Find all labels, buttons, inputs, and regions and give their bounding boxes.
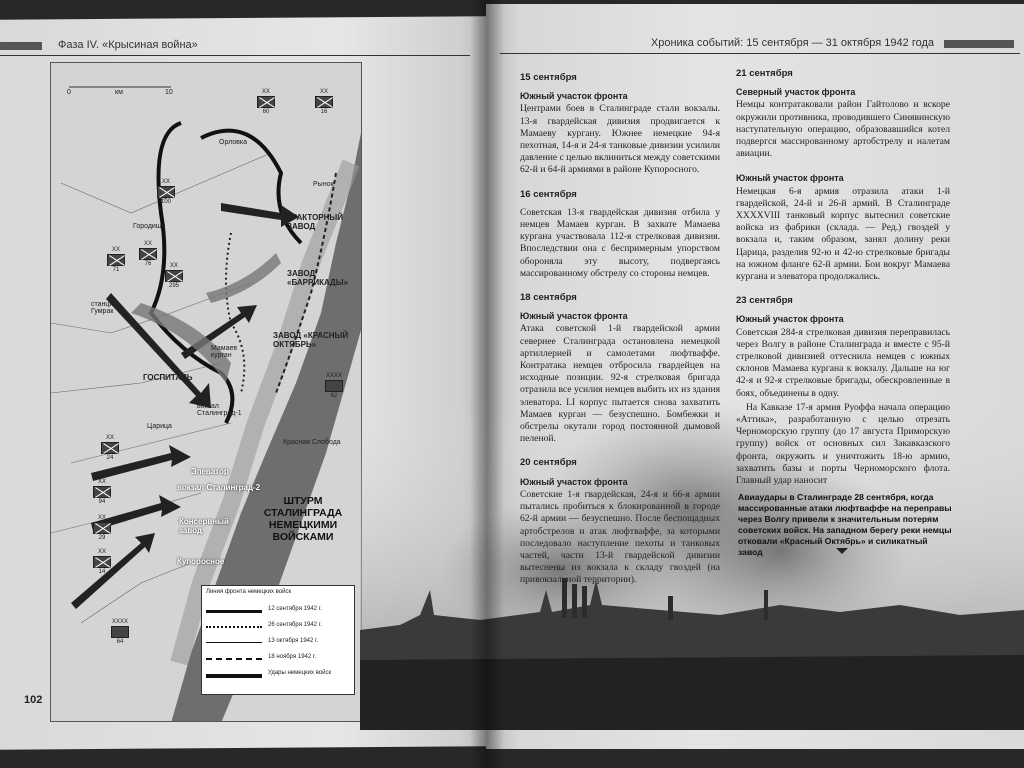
unit-number: 100	[160, 199, 171, 205]
unit-echelon: XX	[319, 89, 328, 95]
legend-row	[206, 604, 352, 618]
unit-echelon: XX	[97, 515, 106, 521]
place-krasny-oktyabr: ЗАВОД «КРАСНЫЙ ОКТЯБРЬ»	[273, 331, 349, 349]
unit-60	[255, 89, 277, 115]
unit-symbol	[157, 186, 175, 198]
legend-row	[206, 668, 352, 682]
unit-symbol	[93, 486, 111, 498]
chronicle-entry	[520, 292, 720, 445]
map-title-storm: ШТУРМ СТАЛИНГРАДА НЕМЕЦКИМИ ВОЙСКАМИ	[263, 495, 343, 543]
unit-symbol	[165, 270, 183, 282]
entry-date: 18 сентября	[520, 292, 577, 304]
battle-map	[50, 62, 362, 722]
entry-front: Южный участок фронта	[520, 311, 628, 322]
unit-echelon: XXXX	[325, 373, 342, 379]
legend-line-solid-thick	[206, 610, 262, 613]
caption-pointer-icon	[836, 548, 848, 554]
entry-front: Северный участок фронта	[736, 87, 856, 98]
legend-row	[206, 636, 352, 650]
place-elevator: Элеватор	[191, 467, 229, 476]
unit-echelon: XX	[169, 263, 178, 269]
unit-94	[91, 479, 113, 505]
unit-16	[313, 89, 335, 115]
entry-text: Советские 1-я гвардейская, 24-я и 66-я армии пытались пробиться к блокированной в городе 62-й армии — безуспешно. После беспощадных артобстрелов и атак люфтваффе, за которыми последовало наступление пехоты и танковых частей, части 13-й гвардейской дивизии вытеснены из вокзала к складу гвоздей (на привокзальной территории).	[520, 488, 720, 586]
unit-symbol	[111, 626, 129, 638]
header-bar-decoration	[0, 42, 42, 50]
unit-symbol	[139, 248, 157, 260]
unit-echelon: XX	[261, 89, 270, 95]
scale-ten: 10	[165, 89, 173, 96]
unit-number: 94	[98, 499, 106, 505]
legend-label: 26 сентября 1942 г.	[268, 622, 322, 628]
place-orlovka: Орловка	[219, 139, 247, 146]
chronicle-column-1	[520, 72, 720, 599]
legend-row	[206, 652, 352, 666]
page-number: 102	[24, 694, 43, 706]
entry-text: Немецкая 6-я армия отразила атаки 1-й гвардейской, 24-й и 26-й армий. В Сталинграде XXXXVIII танковый корпус вытеснил советские войска из фабрики (склада. — Ред.) гвоздей у вокзала и, таким образом, занял долину реки Царица, разделив 92-ю и 42-ю стрелковые бригады на южном фланге 62-й армии. Бои вокруг Мамаева кургана и элеватора продолжались.	[736, 185, 950, 283]
entry-date: 20 сентября	[520, 457, 577, 469]
unit-100	[155, 179, 177, 205]
entry-text: Атака советской 1-й гвардейской армии севернее Сталинграда остановлена немецкой артиллерией и самолетами люфтваффе. Контратака немцев отбросила гвардейцев на исходные позиции. 92-я стрелковая бригада отразила все усилия немцев выбить их из здания элеватора. LI корпус пытается снова захватить Мамаев курган — безуспешно. Бомбежки и обстрелы окутали город постоянной дымовой пеленой.	[520, 323, 720, 445]
legend-line-dashed	[206, 658, 262, 660]
entry-text: Центрами боев в Сталинграде стали вокзалы. 13-я гвардейская дивизия продвигается к Мамаеву кургану. Южнее немецкие 94-я пехотная, 14-я и 24-я танковые дивизии усилили давление с целью вклиниться между советскими 62-й и 64-й армиями в районе Купоросного.	[520, 103, 720, 176]
entry-date: 23 сентября	[736, 295, 793, 307]
legend-attack-arrow	[206, 674, 262, 678]
entry-text: Немцы контратаковали район Гайтолово и вскоре окружили противника, проводившего Синявинскую наступательную операцию, образовавшийся котел подвергся массированному артобстрелу и налетам авиации.	[736, 99, 950, 160]
unit-29	[91, 515, 113, 541]
chronicle-entry	[736, 68, 950, 160]
unit-number: 24	[106, 455, 114, 461]
unit-number: 76	[144, 261, 152, 267]
entry-date: 15 сентября	[520, 72, 577, 83]
map-legend	[201, 585, 355, 695]
unit-71	[105, 247, 127, 273]
photo-caption: Авиаудары в Сталинграде 28 сентября, когда массированные атаки люфтваффе на переправы через Волгу привели к значительным потерям советских войск. На западном берегу реки немцы отковали «Красный Октябрь» и силикатный завод	[738, 492, 952, 557]
unit-echelon: XX	[161, 179, 170, 185]
header-bar-decoration	[944, 40, 1014, 48]
unit-62-army	[323, 373, 345, 399]
legend-label: 12 сентября 1942 г.	[268, 606, 322, 612]
unit-echelon: XX	[105, 435, 114, 441]
unit-symbol	[101, 442, 119, 454]
unit-symbol	[325, 380, 343, 392]
entry-front: Южный участок фронта	[736, 314, 844, 325]
unit-number: 71	[112, 267, 120, 273]
entry-front: Южный участок фронта	[736, 173, 844, 184]
place-tsaritsa: Царица	[147, 423, 172, 430]
place-kuporosnoe: Купоросное	[177, 557, 225, 566]
chronicle-entry	[520, 457, 720, 586]
unit-symbol	[107, 254, 125, 266]
unit-symbol	[93, 556, 111, 568]
chronicle-entry	[520, 189, 720, 280]
legend-label: 18 ноября 1942 г.	[268, 654, 316, 660]
place-gumrak: станция Гумрак	[91, 301, 118, 315]
unit-number: 14	[98, 569, 106, 575]
legend-title: Линия фронта немецких войск	[206, 589, 292, 595]
right-header-text: Хроника событий: 15 сентября — 31 октября 1942 года	[650, 37, 934, 49]
unit-14	[91, 549, 113, 575]
chronicle-entry	[736, 295, 950, 400]
legend-label: Удары немецких войск	[268, 670, 332, 676]
front-line-12-sep-north	[201, 131, 301, 243]
left-header-text: Фаза IV. «Крысиная война»	[58, 39, 198, 51]
legend-line-solid-thin	[206, 642, 262, 643]
unit-number: 295	[168, 283, 179, 289]
entry-text: Советская 284-я стрелковая дивизия переправилась через Волгу в районе Сталинграда и вместе с 95-й стрелковой дивизией оттеснила немцев с южных склонов Мамаева кургана к вокзалу. Дальше на юг 42-я и 92-я стрелковые бригады, обескровленные в боях, объединены в одну.	[736, 326, 950, 399]
scale-zero: 0	[67, 89, 71, 96]
left-running-header	[0, 36, 470, 56]
unit-symbol	[315, 96, 333, 108]
chronicle-entry	[736, 172, 950, 283]
entry-front: Южный участок фронта	[520, 476, 628, 487]
unit-number: 62	[330, 393, 338, 399]
chronicle-entry	[520, 72, 720, 177]
place-barrikady: ЗАВОД «БАРРИКАДЫ»	[287, 269, 349, 287]
unit-echelon: XX	[143, 241, 152, 247]
place-tractor-plant: ТРАКТОРНЫЙ ЗАВОД	[287, 213, 343, 231]
place-mamaev-kurgan: Мамаев курган	[211, 345, 238, 359]
legend-line-dotted	[206, 626, 262, 628]
entry-text: На Кавказе 17-я армия Руоффа начала операцию «Аттика», разработанную с целью отрезать Черноморскую группу (до 17 августа Приморскую группу) войск от основных сил Закавказского фронта, окружить и уничтожить 18-ю армию, захватить базы и порты Черноморского флота. Главный удар наносит	[736, 401, 950, 487]
entry-date: 16 сентября	[520, 188, 577, 200]
entry-front: Южный участок фронта	[520, 91, 628, 102]
place-konservny: Консервный завод	[179, 517, 229, 535]
unit-number: 16	[320, 109, 328, 115]
unit-echelon: XX	[97, 549, 106, 555]
foreground-ground	[360, 655, 1024, 730]
unit-295	[163, 263, 185, 289]
entry-date: 21 сентября	[736, 68, 793, 79]
unit-number: 60	[262, 109, 270, 115]
unit-echelon: XX	[97, 479, 106, 485]
unit-echelon: XXXX	[111, 619, 128, 625]
place-rynok: Рынок	[313, 181, 334, 188]
legend-row	[206, 620, 352, 634]
unit-symbol	[257, 96, 275, 108]
place-vokzal-2: вокзал Сталинград-2	[177, 483, 261, 492]
unit-76	[137, 241, 159, 267]
unit-symbol	[93, 522, 111, 534]
right-running-header	[500, 34, 1020, 54]
legend-label: 13 октября 1942 г.	[268, 638, 319, 644]
place-krasnaya-sloboda: Красная Слобода	[283, 439, 341, 446]
book-gutter-shadow	[470, 0, 504, 768]
place-gorodische: Городище	[133, 223, 166, 230]
unit-number: 64	[116, 639, 124, 645]
entry-text: Советская 13-я гвардейская дивизия отбила у немцев Мамаев курган. В захвате Мамаева кургана участвовала 112-я стрелковая дивизия. Впоследствии она с беспримерным упорством обороняла эту высоту, подвергаясь массированному обстрелу со стороны немцев.	[520, 206, 720, 279]
place-vokzal-1: вокзал Сталинград-1	[197, 403, 242, 417]
unit-24	[99, 435, 121, 461]
scale-unit: км	[115, 89, 123, 96]
chronicle-column-2	[736, 68, 950, 499]
chronicle-entry	[736, 402, 950, 487]
place-gospital: ГОСПИТАЛЬ	[143, 373, 193, 382]
unit-64-army	[109, 619, 131, 645]
unit-number: 29	[98, 535, 106, 541]
unit-echelon: XX	[111, 247, 120, 253]
